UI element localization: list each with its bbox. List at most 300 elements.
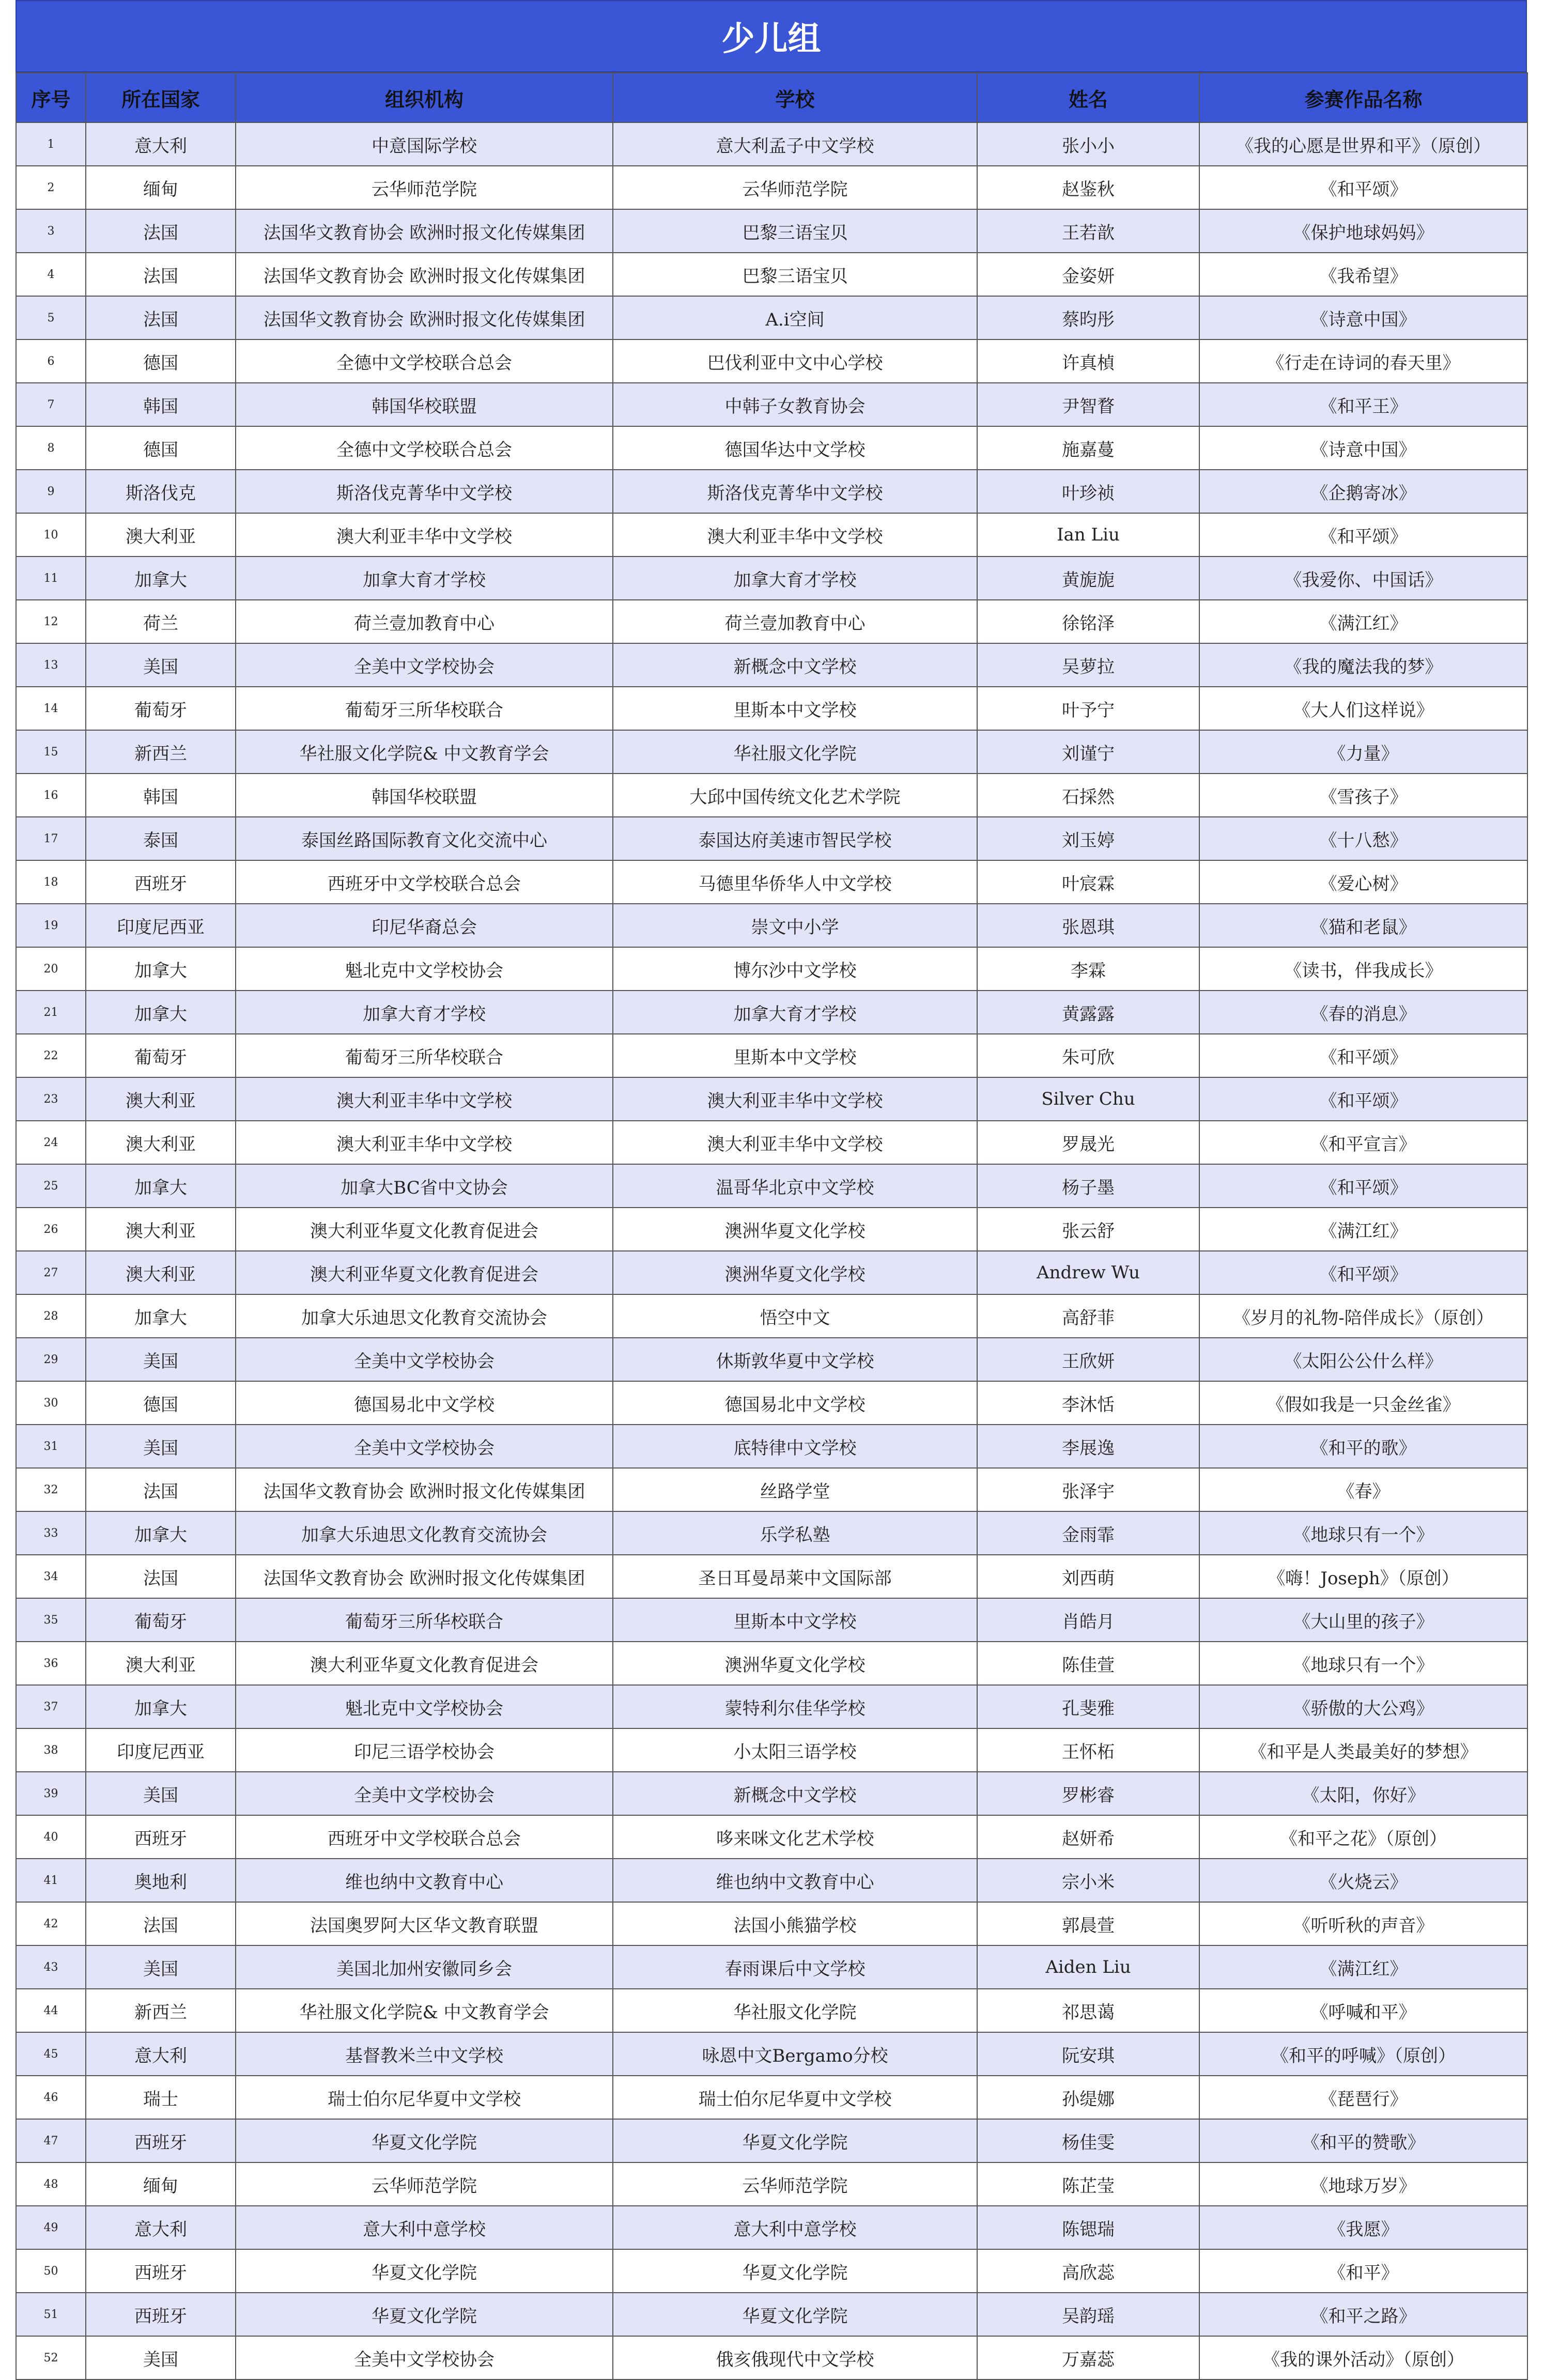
cell-index: 15	[16, 730, 86, 774]
table-row	[16, 209, 1527, 253]
cell-work-title: 《保护地球妈妈》	[1199, 209, 1527, 253]
cell-index: 31	[16, 1425, 86, 1468]
cell-school: 意大利孟子中文学校	[613, 122, 977, 166]
cell-name: 金姿妍	[977, 253, 1199, 296]
cell-school: 华夏文化学院	[613, 2249, 977, 2293]
cell-organization: 全美中文学校协会	[236, 643, 613, 687]
cell-work-title: 《和平颂》	[1199, 1077, 1527, 1121]
cell-work-title: 《火烧云》	[1199, 1859, 1527, 1902]
cell-index: 46	[16, 2076, 86, 2119]
cell-organization: 荷兰壹加教育中心	[236, 600, 613, 643]
cell-index: 10	[16, 513, 86, 557]
table-row	[16, 470, 1527, 513]
cell-school: 俄亥俄现代中文学校	[613, 2336, 977, 2379]
table-row	[16, 1598, 1527, 1642]
cell-country: 韩国	[86, 383, 236, 426]
cell-index: 49	[16, 2206, 86, 2249]
cell-country: 意大利	[86, 122, 236, 166]
cell-organization: 西班牙中文学校联合总会	[236, 860, 613, 904]
cell-work-title: 《和平颂》	[1199, 1251, 1527, 1294]
cell-work-title: 《春》	[1199, 1468, 1527, 1511]
cell-work-title: 《猫和老鼠》	[1199, 904, 1527, 947]
table-row	[16, 557, 1527, 600]
cell-organization: 斯洛伐克菁华中文学校	[236, 470, 613, 513]
cell-country: 西班牙	[86, 860, 236, 904]
cell-index: 4	[16, 253, 86, 296]
cell-school: 华社服文化学院	[613, 1989, 977, 2032]
table-row	[16, 2119, 1527, 2162]
cell-index: 21	[16, 991, 86, 1034]
cell-country: 美国	[86, 1772, 236, 1815]
cell-country: 德国	[86, 426, 236, 470]
cell-name: 刘玉婷	[977, 817, 1199, 860]
cell-country: 德国	[86, 339, 236, 383]
cell-name: 杨子墨	[977, 1164, 1199, 1208]
cell-work-title: 《和平之路》	[1199, 2293, 1527, 2336]
cell-organization: 加拿大育才学校	[236, 991, 613, 1034]
cell-work-title: 《诗意中国》	[1199, 296, 1527, 339]
cell-school: 小太阳三语学校	[613, 1728, 977, 1772]
cell-name: 叶珍祯	[977, 470, 1199, 513]
cell-organization: 法国华文教育协会 欧洲时报文化传媒集团	[236, 253, 613, 296]
cell-index: 27	[16, 1251, 86, 1294]
cell-index: 42	[16, 1902, 86, 1945]
cell-index: 39	[16, 1772, 86, 1815]
cell-country: 新西兰	[86, 730, 236, 774]
cell-name: 王怀柘	[977, 1728, 1199, 1772]
cell-country: 西班牙	[86, 2119, 236, 2162]
table-row	[16, 817, 1527, 860]
cell-name: 叶予宁	[977, 687, 1199, 730]
cell-name: 罗晟光	[977, 1121, 1199, 1164]
table-row	[16, 2249, 1527, 2293]
cell-index: 17	[16, 817, 86, 860]
cell-work-title: 《读书，伴我成长》	[1199, 947, 1527, 991]
cell-work-title: 《和平颂》	[1199, 1034, 1527, 1077]
header-school: 学校	[613, 73, 977, 122]
table-row	[16, 166, 1527, 209]
table-row	[16, 1121, 1527, 1164]
cell-index: 1	[16, 122, 86, 166]
cell-index: 19	[16, 904, 86, 947]
table-row	[16, 1208, 1527, 1251]
cell-work-title: 《企鹅寄冰》	[1199, 470, 1527, 513]
cell-work-title: 《雪孩子》	[1199, 774, 1527, 817]
cell-organization: 泰国丝路国际教育文化交流中心	[236, 817, 613, 860]
cell-index: 37	[16, 1685, 86, 1728]
cell-name: 许真楨	[977, 339, 1199, 383]
cell-organization: 美国北加州安徽同乡会	[236, 1945, 613, 1989]
cell-country: 葡萄牙	[86, 687, 236, 730]
cell-index: 3	[16, 209, 86, 253]
cell-index: 9	[16, 470, 86, 513]
cell-name: 张云舒	[977, 1208, 1199, 1251]
cell-index: 26	[16, 1208, 86, 1251]
cell-organization: 葡萄牙三所华校联合	[236, 1598, 613, 1642]
table-row	[16, 643, 1527, 687]
cell-work-title: 《太阳公公什么样》	[1199, 1338, 1527, 1381]
cell-school: 澳大利亚丰华中文学校	[613, 1077, 977, 1121]
cell-school: 巴黎三语宝贝	[613, 209, 977, 253]
cell-school: 新概念中文学校	[613, 1772, 977, 1815]
cell-work-title: 《我的心愿是世界和平》（原创）	[1199, 122, 1527, 166]
table-row	[16, 2162, 1527, 2206]
cell-organization: 华社服文化学院& 中文教育学会	[236, 1989, 613, 2032]
table-row	[16, 1815, 1527, 1859]
cell-organization: 澳大利亚华夏文化教育促进会	[236, 1208, 613, 1251]
table-row	[16, 904, 1527, 947]
cell-country: 葡萄牙	[86, 1034, 236, 1077]
cell-school: 马德里华侨华人中文学校	[613, 860, 977, 904]
cell-index: 40	[16, 1815, 86, 1859]
table-row	[16, 1077, 1527, 1121]
cell-index: 30	[16, 1381, 86, 1425]
table-row	[16, 774, 1527, 817]
table-row	[16, 1164, 1527, 1208]
cell-school: 里斯本中文学校	[613, 1598, 977, 1642]
cell-school: 底特律中文学校	[613, 1425, 977, 1468]
cell-index: 23	[16, 1077, 86, 1121]
cell-country: 葡萄牙	[86, 1598, 236, 1642]
cell-work-title: 《和平之花》（原创）	[1199, 1815, 1527, 1859]
table-row	[16, 687, 1527, 730]
cell-school: 加拿大育才学校	[613, 991, 977, 1034]
table-row	[16, 2076, 1527, 2119]
cell-country: 荷兰	[86, 600, 236, 643]
table-title: 少儿组	[16, 0, 1527, 72]
cell-school: 大邱中国传统文化艺术学院	[613, 774, 977, 817]
cell-name: 李沐恬	[977, 1381, 1199, 1425]
cell-organization: 法国华文教育协会 欧洲时报文化传媒集团	[236, 209, 613, 253]
cell-name: 孔斐雅	[977, 1685, 1199, 1728]
cell-country: 缅甸	[86, 166, 236, 209]
cell-country: 新西兰	[86, 1989, 236, 2032]
cell-school: A.i空间	[613, 296, 977, 339]
cell-name: 王若歆	[977, 209, 1199, 253]
cell-work-title: 《行走在诗词的春天里》	[1199, 339, 1527, 383]
header-row	[16, 73, 1527, 122]
cell-index: 38	[16, 1728, 86, 1772]
cell-name: 赵妍希	[977, 1815, 1199, 1859]
cell-organization: 意大利中意学校	[236, 2206, 613, 2249]
cell-index: 14	[16, 687, 86, 730]
cell-school: 瑞士伯尔尼华夏中文学校	[613, 2076, 977, 2119]
cell-organization: 瑞士伯尔尼华夏中文学校	[236, 2076, 613, 2119]
cell-work-title: 《满江红》	[1199, 1945, 1527, 1989]
cell-work-title: 《和平王》	[1199, 383, 1527, 426]
cell-country: 法国	[86, 1555, 236, 1598]
cell-work-title: 《我的课外活动》（原创）	[1199, 2336, 1527, 2379]
cell-country: 法国	[86, 209, 236, 253]
cell-index: 16	[16, 774, 86, 817]
cell-school: 新概念中文学校	[613, 643, 977, 687]
cell-school: 澳大利亚丰华中文学校	[613, 513, 977, 557]
cell-work-title: 《我的魔法我的梦》	[1199, 643, 1527, 687]
cell-organization: 云华师范学院	[236, 2162, 613, 2206]
table-row	[16, 2336, 1527, 2379]
cell-index: 13	[16, 643, 86, 687]
cell-work-title: 《和平颂》	[1199, 513, 1527, 557]
table-row	[16, 513, 1527, 557]
cell-name: 陈锶瑞	[977, 2206, 1199, 2249]
cell-school: 加拿大育才学校	[613, 557, 977, 600]
cell-school: 崇文中小学	[613, 904, 977, 947]
cell-name: 黄露露	[977, 991, 1199, 1034]
cell-country: 加拿大	[86, 991, 236, 1034]
cell-index: 24	[16, 1121, 86, 1164]
cell-school: 澳洲华夏文化学校	[613, 1251, 977, 1294]
cell-index: 11	[16, 557, 86, 600]
table-row	[16, 339, 1527, 383]
cell-country: 西班牙	[86, 2293, 236, 2336]
cell-school: 华夏文化学院	[613, 2119, 977, 2162]
cell-organization: 法国奥罗阿大区华文教育联盟	[236, 1902, 613, 1945]
cell-work-title: 《和平颂》	[1199, 1164, 1527, 1208]
cell-work-title: 《我希望》	[1199, 253, 1527, 296]
cell-name: 阮安琪	[977, 2032, 1199, 2076]
cell-organization: 韩国华校联盟	[236, 383, 613, 426]
table-body	[16, 122, 1527, 2379]
cell-country: 意大利	[86, 2206, 236, 2249]
table-row	[16, 1642, 1527, 1685]
cell-work-title: 《力量》	[1199, 730, 1527, 774]
cell-index: 8	[16, 426, 86, 470]
cell-organization: 华夏文化学院	[236, 2119, 613, 2162]
cell-name: 金雨霏	[977, 1511, 1199, 1555]
cell-index: 35	[16, 1598, 86, 1642]
table-row	[16, 991, 1527, 1034]
cell-organization: 法国华文教育协会 欧洲时报文化传媒集团	[236, 1555, 613, 1598]
table-row	[16, 1034, 1527, 1077]
cell-organization: 维也纳中文教育中心	[236, 1859, 613, 1902]
cell-country: 法国	[86, 253, 236, 296]
table-row	[16, 1772, 1527, 1815]
header-work-title: 参赛作品名称	[1199, 73, 1527, 122]
table-row	[16, 426, 1527, 470]
cell-name: 万嘉蕊	[977, 2336, 1199, 2379]
cell-school: 德国华达中文学校	[613, 426, 977, 470]
cell-country: 澳大利亚	[86, 1121, 236, 1164]
cell-work-title: 《地球万岁》	[1199, 2162, 1527, 2206]
cell-country: 加拿大	[86, 1294, 236, 1338]
cell-country: 美国	[86, 643, 236, 687]
table-row	[16, 947, 1527, 991]
cell-organization: 澳大利亚丰华中文学校	[236, 1077, 613, 1121]
table-row	[16, 383, 1527, 426]
cell-index: 28	[16, 1294, 86, 1338]
cell-name: 蔡昀彤	[977, 296, 1199, 339]
cell-country: 加拿大	[86, 1511, 236, 1555]
cell-organization: 澳大利亚丰华中文学校	[236, 513, 613, 557]
cell-name: 赵鉴秋	[977, 166, 1199, 209]
cell-school: 中韩子女教育协会	[613, 383, 977, 426]
cell-name: 杨佳雯	[977, 2119, 1199, 2162]
cell-work-title: 《岁月的礼物-陪伴成长》（原创）	[1199, 1294, 1527, 1338]
cell-index: 29	[16, 1338, 86, 1381]
table-row	[16, 1685, 1527, 1728]
cell-organization: 葡萄牙三所华校联合	[236, 687, 613, 730]
cell-name: 李展逸	[977, 1425, 1199, 1468]
cell-school: 斯洛伐克菁华中文学校	[613, 470, 977, 513]
table-row	[16, 1251, 1527, 1294]
cell-work-title: 《和平的赞歌》	[1199, 2119, 1527, 2162]
participants-table	[16, 72, 1528, 2380]
cell-school: 泰国达府美速市智民学校	[613, 817, 977, 860]
cell-name: 王欣妍	[977, 1338, 1199, 1381]
cell-school: 华社服文化学院	[613, 730, 977, 774]
cell-country: 加拿大	[86, 1685, 236, 1728]
cell-name: 刘谨宁	[977, 730, 1199, 774]
table-row	[16, 2032, 1527, 2076]
cell-index: 22	[16, 1034, 86, 1077]
cell-school: 圣日耳曼昂莱中文国际部	[613, 1555, 977, 1598]
cell-organization: 澳大利亚华夏文化教育促进会	[236, 1642, 613, 1685]
cell-name: 吴萝拉	[977, 643, 1199, 687]
table-row	[16, 1555, 1527, 1598]
cell-country: 印度尼西亚	[86, 904, 236, 947]
cell-work-title: 《爱心树》	[1199, 860, 1527, 904]
cell-country: 澳大利亚	[86, 1642, 236, 1685]
cell-name: 张恩琪	[977, 904, 1199, 947]
cell-work-title: 《嗨！Joseph》（原创）	[1199, 1555, 1527, 1598]
cell-name: 朱可欣	[977, 1034, 1199, 1077]
sheet	[16, 0, 1527, 2380]
table-row	[16, 600, 1527, 643]
cell-name: Andrew Wu	[977, 1251, 1199, 1294]
cell-organization: 加拿大乐迪思文化教育交流协会	[236, 1511, 613, 1555]
table-row	[16, 1468, 1527, 1511]
cell-name: 施嘉蔓	[977, 426, 1199, 470]
cell-school: 荷兰壹加教育中心	[613, 600, 977, 643]
cell-work-title: 《和平的呼喊》（原创）	[1199, 2032, 1527, 2076]
cell-work-title: 《假如我是一只金丝雀》	[1199, 1381, 1527, 1425]
cell-school: 乐学私塾	[613, 1511, 977, 1555]
cell-work-title: 《听听秋的声音》	[1199, 1902, 1527, 1945]
cell-name: 陈芷莹	[977, 2162, 1199, 2206]
cell-country: 澳大利亚	[86, 1077, 236, 1121]
cell-organization: 韩国华校联盟	[236, 774, 613, 817]
cell-name: 郭晨萱	[977, 1902, 1199, 1945]
cell-index: 33	[16, 1511, 86, 1555]
cell-country: 澳大利亚	[86, 1208, 236, 1251]
cell-work-title: 《满江红》	[1199, 600, 1527, 643]
cell-index: 2	[16, 166, 86, 209]
cell-index: 6	[16, 339, 86, 383]
cell-country: 加拿大	[86, 557, 236, 600]
cell-name: 徐铭泽	[977, 600, 1199, 643]
cell-name: 叶宸霖	[977, 860, 1199, 904]
cell-index: 12	[16, 600, 86, 643]
table-row	[16, 1902, 1527, 1945]
cell-work-title: 《琵琶行》	[1199, 2076, 1527, 2119]
cell-school: 蒙特利尔佳华学校	[613, 1685, 977, 1728]
cell-organization: 基督教米兰中文学校	[236, 2032, 613, 2076]
cell-organization: 印尼三语学校协会	[236, 1728, 613, 1772]
cell-country: 法国	[86, 1902, 236, 1945]
cell-organization: 加拿大BC省中文协会	[236, 1164, 613, 1208]
cell-country: 澳大利亚	[86, 1251, 236, 1294]
cell-organization: 法国华文教育协会 欧洲时报文化传媒集团	[236, 296, 613, 339]
cell-country: 加拿大	[86, 947, 236, 991]
cell-organization: 印尼华裔总会	[236, 904, 613, 947]
cell-organization: 加拿大育才学校	[236, 557, 613, 600]
cell-index: 45	[16, 2032, 86, 2076]
cell-name: 高欣蕊	[977, 2249, 1199, 2293]
table-row	[16, 2206, 1527, 2249]
table-row	[16, 1945, 1527, 1989]
cell-name: 李霖	[977, 947, 1199, 991]
cell-work-title: 《和平的歌》	[1199, 1425, 1527, 1468]
cell-school: 澳洲华夏文化学校	[613, 1208, 977, 1251]
cell-name: Aiden Liu	[977, 1945, 1199, 1989]
cell-school: 法国小熊猫学校	[613, 1902, 977, 1945]
cell-work-title: 《和平是人类最美好的梦想》	[1199, 1728, 1527, 1772]
cell-work-title: 《和平宣言》	[1199, 1121, 1527, 1164]
cell-country: 瑞士	[86, 2076, 236, 2119]
cell-organization: 全美中文学校协会	[236, 1425, 613, 1468]
cell-school: 哆来咪文化艺术学校	[613, 1815, 977, 1859]
table-row	[16, 1381, 1527, 1425]
cell-organization: 魁北克中文学校协会	[236, 1685, 613, 1728]
cell-organization: 华社服文化学院& 中文教育学会	[236, 730, 613, 774]
cell-school: 丝路学堂	[613, 1468, 977, 1511]
cell-work-title: 《我爱你、中国话》	[1199, 557, 1527, 600]
cell-country: 澳大利亚	[86, 513, 236, 557]
cell-country: 印度尼西亚	[86, 1728, 236, 1772]
cell-country: 西班牙	[86, 2249, 236, 2293]
cell-school: 博尔沙中文学校	[613, 947, 977, 991]
cell-school: 华夏文化学院	[613, 2293, 977, 2336]
cell-name: 石採然	[977, 774, 1199, 817]
cell-country: 西班牙	[86, 1815, 236, 1859]
cell-organization: 全美中文学校协会	[236, 1772, 613, 1815]
cell-index: 52	[16, 2336, 86, 2379]
table-row	[16, 860, 1527, 904]
cell-school: 意大利中意学校	[613, 2206, 977, 2249]
cell-country: 美国	[86, 1338, 236, 1381]
cell-school: 云华师范学院	[613, 166, 977, 209]
cell-organization: 葡萄牙三所华校联合	[236, 1034, 613, 1077]
cell-name: 刘西萌	[977, 1555, 1199, 1598]
cell-index: 7	[16, 383, 86, 426]
cell-country: 美国	[86, 2336, 236, 2379]
cell-organization: 加拿大乐迪思文化教育交流协会	[236, 1294, 613, 1338]
cell-country: 德国	[86, 1381, 236, 1425]
cell-organization: 华夏文化学院	[236, 2293, 613, 2336]
cell-country: 泰国	[86, 817, 236, 860]
table-row	[16, 2293, 1527, 2336]
cell-work-title: 《呼喊和平》	[1199, 1989, 1527, 2032]
cell-work-title: 《骄傲的大公鸡》	[1199, 1685, 1527, 1728]
cell-organization: 中意国际学校	[236, 122, 613, 166]
cell-organization: 云华师范学院	[236, 166, 613, 209]
table-row	[16, 296, 1527, 339]
cell-country: 美国	[86, 1945, 236, 1989]
cell-name: 祁思蔼	[977, 1989, 1199, 2032]
cell-organization: 西班牙中文学校联合总会	[236, 1815, 613, 1859]
cell-country: 奥地利	[86, 1859, 236, 1902]
cell-index: 50	[16, 2249, 86, 2293]
cell-work-title: 《春的消息》	[1199, 991, 1527, 1034]
cell-work-title: 《十八愁》	[1199, 817, 1527, 860]
cell-organization: 澳大利亚丰华中文学校	[236, 1121, 613, 1164]
cell-work-title: 《大人们这样说》	[1199, 687, 1527, 730]
cell-organization: 澳大利亚华夏文化教育促进会	[236, 1251, 613, 1294]
cell-index: 41	[16, 1859, 86, 1902]
cell-school: 温哥华北京中文学校	[613, 1164, 977, 1208]
cell-index: 32	[16, 1468, 86, 1511]
cell-school: 咏恩中文Bergamo分校	[613, 2032, 977, 2076]
